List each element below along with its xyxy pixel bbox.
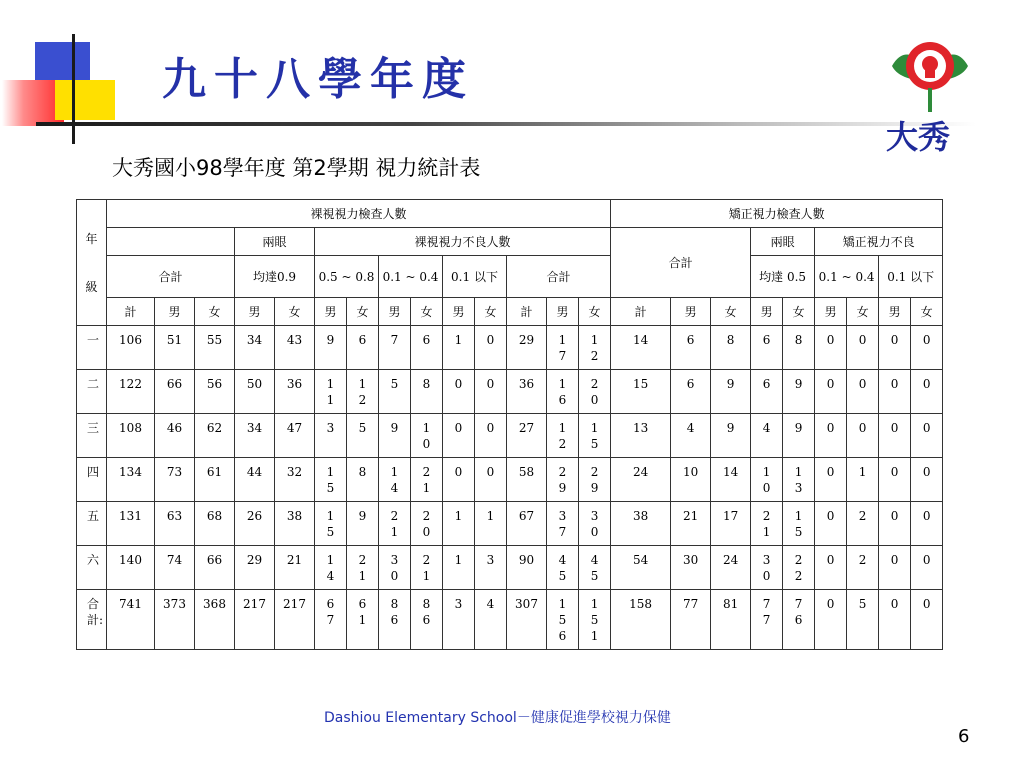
- poor-total-header: 合計: [507, 256, 611, 298]
- subheader-cell: 女: [275, 298, 315, 326]
- naked-poor-header: 裸視視力不良人數: [315, 228, 611, 256]
- data-cell: 21: [411, 458, 443, 502]
- data-cell: 10: [671, 458, 711, 502]
- corr-range-01-below-header: 0.1 以下: [879, 256, 943, 298]
- data-cell: 0: [879, 414, 911, 458]
- data-cell: 15: [579, 414, 611, 458]
- data-cell: 307: [507, 590, 547, 650]
- data-cell: 368: [195, 590, 235, 650]
- data-cell: 0: [847, 326, 879, 370]
- data-cell: 17: [711, 502, 751, 546]
- data-cell: 8: [711, 326, 751, 370]
- data-cell: 21: [411, 546, 443, 590]
- data-cell: 38: [611, 502, 671, 546]
- subheader-cell: 計: [107, 298, 155, 326]
- data-cell: 5: [379, 370, 411, 414]
- data-cell: 3: [315, 414, 347, 458]
- data-cell: 15: [611, 370, 671, 414]
- data-cell: 62: [195, 414, 235, 458]
- data-cell: 32: [275, 458, 315, 502]
- data-cell: 0: [879, 590, 911, 650]
- data-cell: 17: [547, 326, 579, 370]
- data-cell: 29: [507, 326, 547, 370]
- subheader-cell: 男: [235, 298, 275, 326]
- data-cell: 9: [783, 414, 815, 458]
- data-cell: 1: [443, 326, 475, 370]
- data-cell: 0: [815, 590, 847, 650]
- subheader-cell: 計: [611, 298, 671, 326]
- data-cell: 4: [751, 414, 783, 458]
- data-cell: 134: [107, 458, 155, 502]
- data-cell: 66: [195, 546, 235, 590]
- subheader-cell: 計: [507, 298, 547, 326]
- data-cell: 29: [547, 458, 579, 502]
- corrected-total-header: 合計: [611, 228, 751, 298]
- data-cell: 45: [579, 546, 611, 590]
- data-cell: 0: [475, 370, 507, 414]
- data-cell: 5: [847, 590, 879, 650]
- data-cell: 77: [671, 590, 711, 650]
- data-cell: 0: [443, 458, 475, 502]
- data-cell: 1: [443, 502, 475, 546]
- subheader-cell: 女: [411, 298, 443, 326]
- data-cell: 6: [751, 326, 783, 370]
- data-cell: 34: [235, 414, 275, 458]
- data-cell: 741: [107, 590, 155, 650]
- table-row: [77, 458, 943, 502]
- data-cell: 9: [711, 370, 751, 414]
- data-cell: 15: [783, 502, 815, 546]
- data-cell: 4: [671, 414, 711, 458]
- data-cell: 0: [475, 326, 507, 370]
- data-cell: 61: [347, 590, 379, 650]
- data-cell: 0: [815, 370, 847, 414]
- data-cell: 22: [783, 546, 815, 590]
- grade-cell: 五: [77, 502, 107, 546]
- avg-09-header: 均達0.9: [235, 256, 315, 298]
- data-cell: 76: [783, 590, 815, 650]
- data-cell: 0: [911, 590, 943, 650]
- data-cell: 217: [275, 590, 315, 650]
- data-cell: 90: [507, 546, 547, 590]
- data-cell: 6: [671, 370, 711, 414]
- data-cell: 12: [347, 370, 379, 414]
- data-cell: 24: [711, 546, 751, 590]
- data-cell: 61: [195, 458, 235, 502]
- data-cell: 156: [547, 590, 579, 650]
- data-cell: 0: [443, 414, 475, 458]
- decor-yellow-square: [55, 80, 115, 120]
- data-cell: 12: [579, 326, 611, 370]
- table-row: [77, 414, 943, 458]
- both-eyes-header: 兩眼: [235, 228, 315, 256]
- data-cell: 1: [847, 458, 879, 502]
- grade-cell: 三: [77, 414, 107, 458]
- data-cell: 12: [547, 414, 579, 458]
- grade-header: 年 級: [77, 200, 107, 326]
- data-cell: 6: [751, 370, 783, 414]
- data-cell: 9: [711, 414, 751, 458]
- data-cell: 21: [347, 546, 379, 590]
- grade-cell: 一: [77, 326, 107, 370]
- data-cell: 0: [475, 458, 507, 502]
- data-cell: 27: [507, 414, 547, 458]
- data-cell: 0: [911, 370, 943, 414]
- data-cell: 14: [711, 458, 751, 502]
- data-cell: 3: [475, 546, 507, 590]
- footer-text: Dashiou Elementary School－健康促進學校視力保健: [324, 710, 671, 726]
- data-cell: 7: [379, 326, 411, 370]
- page-number: 6: [958, 726, 970, 747]
- data-cell: 6: [671, 326, 711, 370]
- subheader-cell: 男: [379, 298, 411, 326]
- data-cell: 21: [751, 502, 783, 546]
- range-05-08-header: 0.5 ~ 0.8: [315, 256, 379, 298]
- data-cell: 1: [443, 546, 475, 590]
- range-01-04-header: 0.1 ~ 0.4: [379, 256, 443, 298]
- subheader-cell: 女: [911, 298, 943, 326]
- data-cell: 0: [911, 414, 943, 458]
- subheader-cell: 女: [475, 298, 507, 326]
- data-cell: 0: [815, 546, 847, 590]
- data-cell: 38: [275, 502, 315, 546]
- data-cell: 30: [751, 546, 783, 590]
- corr-range-01-04-header: 0.1 ~ 0.4: [815, 256, 879, 298]
- subheader-cell: 男: [671, 298, 711, 326]
- data-cell: 21: [671, 502, 711, 546]
- data-cell: 0: [879, 326, 911, 370]
- data-cell: 6: [347, 326, 379, 370]
- data-cell: 0: [475, 414, 507, 458]
- data-cell: 158: [611, 590, 671, 650]
- data-cell: 2: [847, 546, 879, 590]
- data-cell: 0: [911, 502, 943, 546]
- naked-vision-header: 裸視視力檢查人數: [107, 200, 611, 228]
- data-cell: 74: [155, 546, 195, 590]
- subheader-cell: 女: [579, 298, 611, 326]
- vision-statistics-table: [76, 199, 943, 650]
- data-cell: 14: [611, 326, 671, 370]
- data-cell: 0: [879, 546, 911, 590]
- data-cell: 0: [815, 458, 847, 502]
- data-cell: 14: [315, 546, 347, 590]
- subheader-cell: 男: [751, 298, 783, 326]
- data-cell: 1: [475, 502, 507, 546]
- data-cell: 13: [783, 458, 815, 502]
- data-cell: 67: [315, 590, 347, 650]
- data-cell: 24: [611, 458, 671, 502]
- data-cell: 4: [475, 590, 507, 650]
- data-cell: 73: [155, 458, 195, 502]
- data-cell: 56: [195, 370, 235, 414]
- data-cell: 9: [315, 326, 347, 370]
- data-cell: 0: [911, 326, 943, 370]
- data-cell: 44: [235, 458, 275, 502]
- data-cell: 86: [379, 590, 411, 650]
- data-cell: 10: [751, 458, 783, 502]
- data-cell: 0: [815, 326, 847, 370]
- data-cell: 77: [751, 590, 783, 650]
- blank-header: [107, 228, 235, 256]
- data-cell: 10: [411, 414, 443, 458]
- data-cell: 9: [783, 370, 815, 414]
- data-cell: 0: [879, 370, 911, 414]
- data-cell: 68: [195, 502, 235, 546]
- table-row: [77, 502, 943, 546]
- data-cell: 0: [879, 458, 911, 502]
- data-cell: 20: [579, 370, 611, 414]
- table-row: [77, 370, 943, 414]
- table-row: [77, 590, 943, 650]
- subheader-cell: 女: [783, 298, 815, 326]
- data-cell: 86: [411, 590, 443, 650]
- subheader-cell: 男: [155, 298, 195, 326]
- data-cell: 0: [815, 502, 847, 546]
- data-cell: 30: [671, 546, 711, 590]
- data-cell: 51: [155, 326, 195, 370]
- data-cell: 45: [547, 546, 579, 590]
- range-01-below-header: 0.1 以下: [443, 256, 507, 298]
- data-cell: 36: [507, 370, 547, 414]
- subheader-cell: 男: [547, 298, 579, 326]
- gender-subheader-row: [77, 298, 943, 326]
- data-cell: 63: [155, 502, 195, 546]
- decor-horizontal-line: [36, 122, 976, 126]
- data-cell: 30: [379, 546, 411, 590]
- subheader-cell: 女: [711, 298, 751, 326]
- data-cell: 6: [411, 326, 443, 370]
- avg-05-header: 均達 0.5: [751, 256, 815, 298]
- data-cell: 66: [155, 370, 195, 414]
- data-cell: 36: [275, 370, 315, 414]
- data-cell: 81: [711, 590, 751, 650]
- data-cell: 106: [107, 326, 155, 370]
- data-cell: 9: [347, 502, 379, 546]
- data-cell: 373: [155, 590, 195, 650]
- data-cell: 131: [107, 502, 155, 546]
- data-cell: 21: [275, 546, 315, 590]
- grade-cell: 合計:: [77, 590, 107, 650]
- data-cell: 47: [275, 414, 315, 458]
- data-cell: 37: [547, 502, 579, 546]
- data-cell: 55: [195, 326, 235, 370]
- data-cell: 0: [847, 414, 879, 458]
- data-cell: 20: [411, 502, 443, 546]
- data-cell: 151: [579, 590, 611, 650]
- data-cell: 34: [235, 326, 275, 370]
- data-cell: 14: [379, 458, 411, 502]
- data-cell: 140: [107, 546, 155, 590]
- data-cell: 8: [783, 326, 815, 370]
- data-cell: 217: [235, 590, 275, 650]
- subheader-cell: 女: [347, 298, 379, 326]
- subheader-cell: 女: [847, 298, 879, 326]
- corrected-vision-header: 矯正視力檢查人數: [611, 200, 943, 228]
- data-cell: 15: [315, 458, 347, 502]
- data-cell: 21: [379, 502, 411, 546]
- data-cell: 2: [847, 502, 879, 546]
- data-cell: 67: [507, 502, 547, 546]
- subheader-cell: 男: [815, 298, 847, 326]
- subheader-cell: 男: [315, 298, 347, 326]
- data-cell: 9: [379, 414, 411, 458]
- data-cell: 30: [579, 502, 611, 546]
- data-cell: 46: [155, 414, 195, 458]
- subheader-cell: 女: [195, 298, 235, 326]
- data-cell: 0: [879, 502, 911, 546]
- data-cell: 29: [579, 458, 611, 502]
- slide-title: 九十八學年度: [162, 54, 474, 105]
- data-cell: 16: [547, 370, 579, 414]
- data-cell: 0: [847, 370, 879, 414]
- grade-cell: 二: [77, 370, 107, 414]
- data-cell: 0: [911, 458, 943, 502]
- data-cell: 0: [911, 546, 943, 590]
- table-caption: 大秀國小98學年度 第2學期 視力統計表: [112, 156, 481, 180]
- logo-text: 大秀: [886, 118, 951, 156]
- data-cell: 13: [611, 414, 671, 458]
- data-cell: 8: [411, 370, 443, 414]
- data-cell: 11: [315, 370, 347, 414]
- subheader-cell: 男: [443, 298, 475, 326]
- data-cell: 15: [315, 502, 347, 546]
- data-cell: 58: [507, 458, 547, 502]
- data-cell: 54: [611, 546, 671, 590]
- data-cell: 8: [347, 458, 379, 502]
- naked-total-header: 合計: [107, 256, 235, 298]
- data-cell: 3: [443, 590, 475, 650]
- table-row: [77, 546, 943, 590]
- decor-vertical-line: [72, 34, 75, 144]
- both-eyes-header-2: 兩眼: [751, 228, 815, 256]
- data-cell: 29: [235, 546, 275, 590]
- data-cell: 122: [107, 370, 155, 414]
- grade-cell: 四: [77, 458, 107, 502]
- data-cell: 0: [443, 370, 475, 414]
- data-cell: 43: [275, 326, 315, 370]
- data-cell: 108: [107, 414, 155, 458]
- data-cell: 50: [235, 370, 275, 414]
- corrected-poor-header: 矯正視力不良: [815, 228, 943, 256]
- table-row: [77, 326, 943, 370]
- data-cell: 26: [235, 502, 275, 546]
- data-cell: 5: [347, 414, 379, 458]
- subheader-cell: 男: [879, 298, 911, 326]
- grade-cell: 六: [77, 546, 107, 590]
- data-cell: 0: [815, 414, 847, 458]
